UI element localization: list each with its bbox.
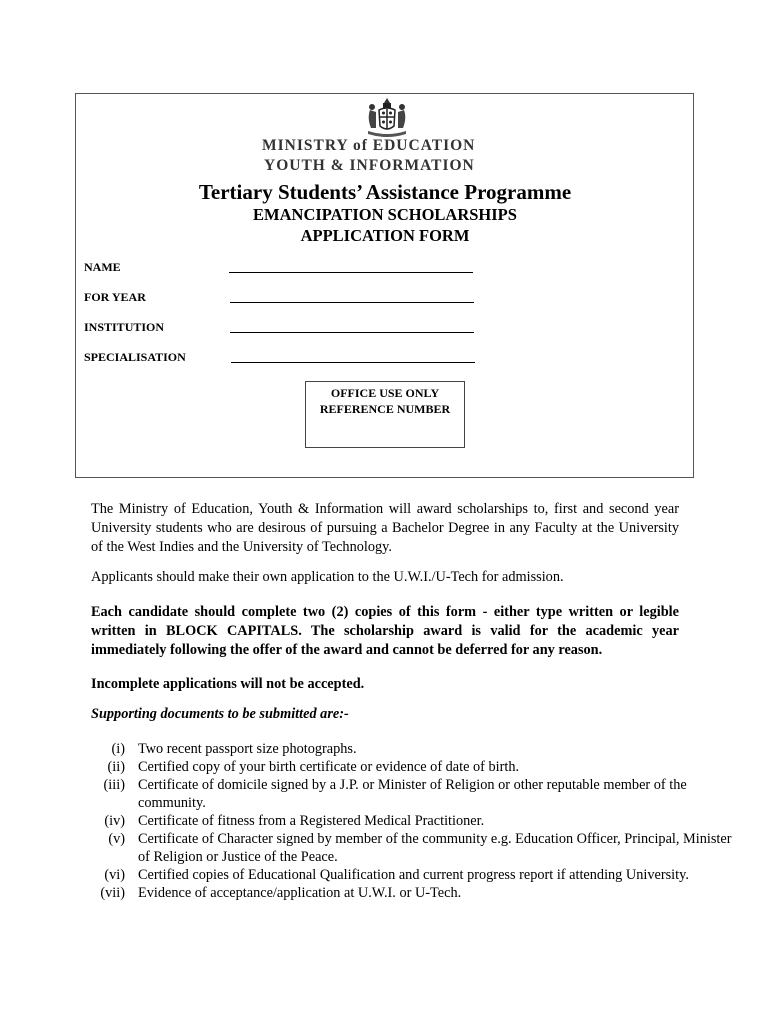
specialisation-field[interactable] [231, 362, 475, 363]
list-item-text: Certificate of Character signed by member of the community e.g. Education Officer, Principal, Minister of Religion or Justice of the Peace. [138, 831, 732, 865]
office-use-label: OFFICE USE ONLY [330, 386, 440, 400]
list-item [80, 884, 740, 902]
list-item-number: (iv) [104, 813, 125, 829]
institution-label: INSTITUTION [84, 320, 165, 334]
reference-number-label: REFERENCE NUMBER [319, 402, 451, 416]
subtitle-scholarships: EMANCIPATION SCHOLARSHIPS [253, 205, 517, 224]
list-item-text: Two recent passport size photographs. [138, 741, 357, 757]
coat-of-arms-icon [362, 96, 412, 138]
for-year-label: FOR YEAR [84, 290, 146, 304]
office-use-box [305, 381, 465, 448]
list-item-number: (iii) [103, 777, 125, 793]
list-item-text: Certificate of domicile signed by a J.P. or Minister of Religion or other reputable member of the community. [138, 777, 687, 811]
list-item [80, 866, 740, 884]
admission-paragraph: Applicants should make their own application to the U.W.I./U-Tech for admission. [91, 569, 564, 585]
ministry-name [262, 136, 512, 176]
list-item-number: (i) [111, 741, 125, 757]
list-item [80, 830, 740, 866]
for-year-field[interactable] [230, 302, 474, 303]
list-item [80, 740, 740, 758]
list-item-number: (vi) [104, 867, 125, 883]
name-field[interactable] [229, 272, 473, 273]
list-item-text: Certified copies of Educational Qualification and current progress report if attending University. [138, 867, 689, 883]
instructions-paragraph: Each candidate should complete two (2) copies of this form - either type written or legible written in BLOCK CAPITALS. The scholarship award is valid for the academic year immediately following the offer of the award and cannot be deferred for any reason. [91, 604, 679, 658]
supporting-docs-heading: Supporting documents to be submitted are:- [91, 706, 349, 722]
list-item-number: (v) [108, 831, 125, 847]
intro-paragraph: The Ministry of Education, Youth & Information will award scholarships to, first and second year University students who are desirous of pursuing a Bachelor Degree in any Faculty at the University of the West Indies and the University of Technology. [91, 501, 679, 555]
specialisation-label: SPECIALISATION [84, 350, 186, 364]
list-item-text: Certificate of fitness from a Registered Medical Practitioner. [138, 813, 485, 829]
list-item-text: Certified copy of your birth certificate or evidence of date of birth. [138, 759, 520, 775]
incomplete-notice: Incomplete applications will not be accepted. [91, 676, 365, 692]
list-item [80, 758, 740, 776]
subtitle-application-form: APPLICATION FORM [300, 226, 470, 245]
name-label: NAME [84, 260, 121, 274]
list-item-text: Evidence of acceptance/application at U.W.I. or U-Tech. [138, 885, 462, 901]
list-item [80, 812, 740, 830]
list-item-number: (vii) [100, 885, 125, 901]
ministry-line-1: MINISTRY of EDUCATION [262, 137, 476, 154]
institution-field[interactable] [230, 332, 474, 333]
list-item [80, 776, 740, 812]
page-title: Tertiary Students’ Assistance Programme [198, 180, 572, 204]
ministry-line-2: YOUTH & INFORMATION [264, 157, 475, 174]
supporting-documents-list [80, 740, 740, 902]
list-item-number: (ii) [107, 759, 125, 775]
